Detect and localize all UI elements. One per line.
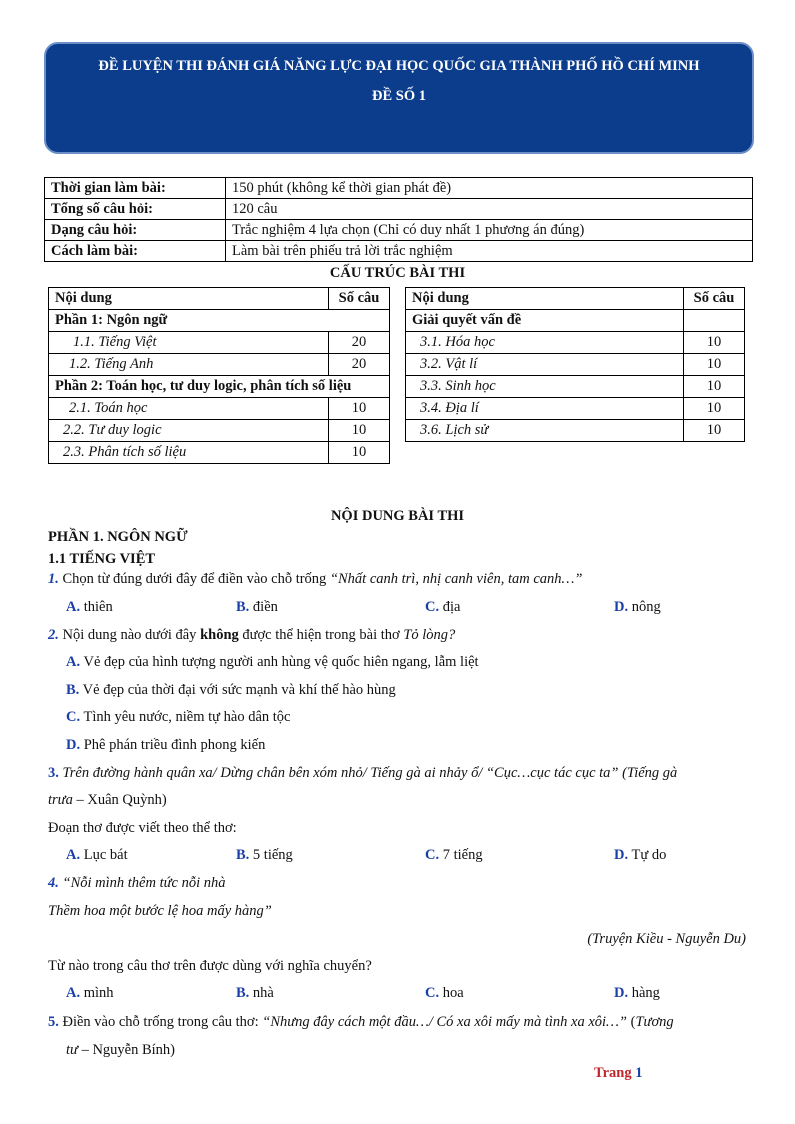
option-letter: D.: [66, 737, 81, 753]
question-quote: “Nhất canh trì, nhị canh viên, tam canh…”: [329, 571, 583, 587]
structure-table-right: [405, 287, 745, 442]
option-letter: C.: [425, 985, 440, 1001]
option-text: Vẻ đẹp của thời đại với sức mạnh và khí thế hào hùng: [82, 682, 396, 698]
question-number: 5.: [48, 1014, 59, 1030]
option-text: điền: [252, 599, 278, 615]
poem-source: [587, 931, 746, 948]
option-b[interactable]: [236, 847, 293, 864]
info-value: Làm bài trên phiếu trả lời trắc nghiệm: [226, 241, 753, 262]
option-letter: A.: [66, 985, 81, 1001]
question-text: Chọn từ đúng dưới đây để điền vào chỗ trống: [62, 571, 330, 587]
option-text: nông: [631, 599, 661, 615]
col-header-content: Nội dung: [406, 288, 684, 310]
option-b[interactable]: [236, 599, 278, 616]
item-count: 10: [329, 398, 390, 420]
question-stem: Đoạn thơ được viết theo thể thơ:: [48, 820, 237, 836]
option-a[interactable]: [66, 654, 479, 671]
option-letter: A.: [66, 599, 81, 615]
option-letter: D.: [614, 847, 629, 863]
option-letter: C.: [66, 709, 81, 725]
question-number: 3.: [48, 765, 59, 781]
info-row: [45, 178, 753, 199]
option-a[interactable]: [66, 985, 114, 1002]
option-text: Tự do: [631, 847, 667, 863]
option-letter: A.: [66, 847, 81, 863]
item-count: 10: [684, 376, 745, 398]
option-text: mình: [83, 985, 114, 1001]
page-footer: [594, 1065, 642, 1082]
option-text: Tình yêu nước, niềm tự hào dân tộc: [83, 709, 291, 725]
work-title: Tương: [635, 1014, 674, 1030]
work-title: tư: [66, 1042, 78, 1058]
part-header: Phần 2: Toán học, tư duy logic, phân tích số liệu: [49, 376, 390, 398]
question-3: [48, 765, 677, 782]
question-5-source: [66, 1042, 175, 1059]
option-letter: B.: [66, 682, 80, 698]
question-5: [48, 1014, 674, 1031]
item-count: 10: [684, 332, 745, 354]
option-d[interactable]: [66, 737, 265, 754]
option-letter: A.: [66, 654, 81, 670]
info-row: [45, 241, 753, 262]
question-2: [48, 627, 455, 644]
option-b[interactable]: [66, 682, 396, 699]
info-key: Dạng câu hỏi:: [45, 220, 226, 241]
item-label: 3.2. Vật lí: [406, 354, 684, 376]
item-count: 10: [329, 442, 390, 464]
option-text: nhà: [252, 985, 274, 1001]
exam-info-table: [44, 177, 753, 262]
option-text: Vẻ đẹp của hình tượng người anh hùng vệ quốc hiên ngang, lẫm liệt: [83, 654, 479, 670]
option-c[interactable]: [425, 847, 483, 864]
info-key: Thời gian làm bài:: [45, 178, 226, 199]
author: – Nguyễn Bính): [77, 1042, 175, 1058]
question-text: Điền vào chỗ trống trong câu thơ:: [62, 1014, 263, 1030]
option-letter: D.: [614, 985, 629, 1001]
option-b[interactable]: [236, 985, 274, 1002]
option-letter: B.: [236, 847, 250, 863]
option-a[interactable]: [66, 847, 128, 864]
option-text: Lục bát: [83, 847, 128, 863]
page-number: 1: [635, 1065, 643, 1081]
question-emphasis: không: [200, 627, 239, 643]
col-header-content: Nội dung: [49, 288, 329, 310]
section-heading: PHẦN 1. NGÔN NGỮ: [48, 529, 188, 545]
item-count: 10: [684, 354, 745, 376]
header-banner: [44, 42, 754, 154]
question-3-source: [48, 792, 167, 809]
item-count: 10: [684, 420, 745, 442]
option-d[interactable]: [614, 599, 661, 616]
question-text: (: [627, 1014, 636, 1030]
option-text: 5 tiếng: [252, 847, 293, 863]
question-4: [48, 875, 225, 892]
item-label: 3.6. Lịch sử: [406, 420, 684, 442]
option-text: thiên: [83, 599, 113, 615]
empty-cell: [684, 310, 745, 332]
item-label: 1.1. Tiếng Việt: [49, 332, 329, 354]
option-text: hàng: [631, 985, 660, 1001]
option-text: Phê phán triều đình phong kiến: [83, 737, 266, 753]
option-d[interactable]: [614, 847, 666, 864]
option-c[interactable]: [425, 985, 464, 1002]
item-label: 3.3. Sinh học: [406, 376, 684, 398]
exam-title: ĐỀ LUYỆN THI ĐÁNH GIÁ NĂNG LỰC ĐẠI HỌC QUỐC GIA THÀNH PHỐ HỒ CHÍ MINH: [98, 58, 700, 74]
info-key: Tổng số câu hỏi:: [45, 199, 226, 220]
item-label: 3.4. Địa lí: [406, 398, 684, 420]
poem-line: “Nỗi mình thêm tức nỗi nhà: [62, 875, 226, 891]
option-d[interactable]: [614, 985, 660, 1002]
item-label: 2.1. Toán học: [49, 398, 329, 420]
question-stem: Từ nào trong câu thơ trên được dùng với nghĩa chuyển?: [48, 958, 372, 974]
info-key: Cách làm bài:: [45, 241, 226, 262]
item-count: 10: [684, 398, 745, 420]
option-letter: D.: [614, 599, 629, 615]
exam-number: ĐỀ SỐ 1: [372, 88, 426, 104]
col-header-count: Số câu: [329, 288, 390, 310]
item-label: 3.1. Hóa học: [406, 332, 684, 354]
option-letter: C.: [425, 847, 440, 863]
structure-table-left: [48, 287, 390, 464]
question-quote: “Nhưng đây cách một đầu…/ Có xa xôi mấy mà tình xa xôi…”: [262, 1014, 627, 1030]
col-header-count: Số câu: [684, 288, 745, 310]
option-text: địa: [442, 599, 461, 615]
page-label: Trang: [594, 1065, 632, 1081]
part-header: Phần 1: Ngôn ngữ: [49, 310, 390, 332]
item-count: 10: [329, 420, 390, 442]
poem-line: [48, 903, 272, 920]
item-count: 20: [329, 332, 390, 354]
structure-title: CẤU TRÚC BÀI THI: [329, 265, 466, 281]
info-value: Trắc nghiệm 4 lựa chọn (Chỉ có duy nhất 1 phương án đúng): [226, 220, 753, 241]
part-header: Giải quyết vấn đề: [406, 310, 684, 332]
option-text: 7 tiếng: [442, 847, 483, 863]
work-title: Tỏ lòng?: [403, 627, 456, 643]
question-number: 2.: [48, 627, 59, 643]
question-number: 4.: [48, 875, 59, 891]
option-a[interactable]: [66, 599, 113, 616]
option-text: hoa: [442, 985, 464, 1001]
question-text: Nội dung nào dưới đây: [62, 627, 201, 643]
item-label: 2.3. Phân tích số liệu: [49, 442, 329, 464]
poem-line-text: Thềm hoa một bước lệ hoa mấy hàng”: [48, 903, 272, 919]
question-quote: Trên đường hành quân xa/ Dừng chân bên xóm nhỏ/ Tiếng gà ai nhảy ổ/ “Cục…cục tác cục ta” (Tiếng gà: [62, 765, 678, 781]
question-1: [48, 571, 582, 588]
item-label: 1.2. Tiếng Anh: [49, 354, 329, 376]
item-count: 20: [329, 354, 390, 376]
work-title: trưa: [48, 792, 73, 808]
author: – Xuân Quỳnh): [72, 792, 167, 808]
info-value: 120 câu: [226, 199, 753, 220]
item-label: 2.2. Tư duy logic: [49, 420, 329, 442]
poem-source-text: (Truyện Kiều - Nguyễn Du): [587, 931, 746, 947]
option-letter: B.: [236, 985, 250, 1001]
content-title: NỘI DUNG BÀI THI: [330, 508, 465, 524]
question-text: được thể hiện trong bài thơ: [238, 627, 404, 643]
info-row: [45, 199, 753, 220]
option-c[interactable]: [66, 709, 291, 726]
info-value: 150 phút (không kể thời gian phát đề): [226, 178, 753, 199]
subsection-heading: 1.1 TIẾNG VIỆT: [48, 551, 156, 567]
option-letter: B.: [236, 599, 250, 615]
option-c[interactable]: [425, 599, 460, 616]
option-letter: C.: [425, 599, 440, 615]
question-number: 1.: [48, 571, 59, 587]
info-row: [45, 220, 753, 241]
